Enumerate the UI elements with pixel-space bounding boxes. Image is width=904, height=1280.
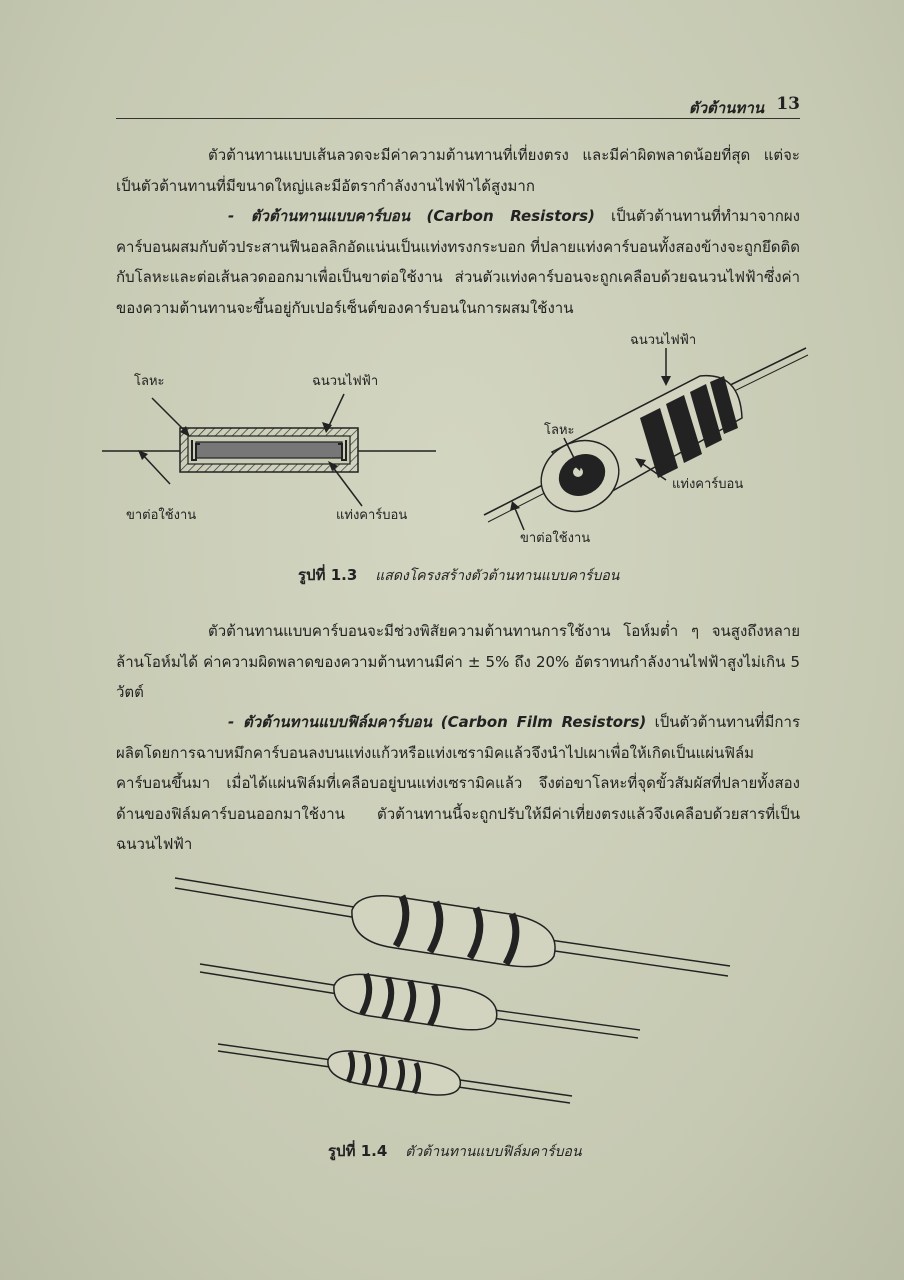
paragraph-carbon-resistors xyxy=(116,201,800,323)
label-insulator-right: ฉนวนไฟฟ้า xyxy=(630,333,697,348)
paragraph-wire-wound xyxy=(116,140,800,201)
paragraph-carbon-film xyxy=(116,707,800,860)
figure-carbon-resistor-structure xyxy=(100,330,820,560)
term-carbon-resistors: - ตัวต้านทานแบบคาร์บอน (Carbon Resistors) xyxy=(228,207,595,225)
header-title: ตัวต้านทาน xyxy=(688,99,764,117)
label-metal-right: โลหะ xyxy=(544,423,575,438)
label-lead-left: ขาต่อใช้งาน xyxy=(126,508,197,523)
caption-number: รูปที่ 1.3 xyxy=(298,566,358,584)
caption-text: แสดงโครงสร้างตัวต้านทานแบบคาร์บอน xyxy=(375,568,620,584)
cutaway-diagram xyxy=(484,348,808,530)
paragraph-text: เป็นตัวต้านทานที่ทำมาจากผงคาร์บอนผสมกับตัวประสานฟีนอลลิกอัดแน่นเป็นแท่งทรงกระบอก ที่ปลายแท่งคาร์บอนทั้งสองข้างจะถูกยึดติดกับโลหะและต่อเส้นลวดออกมาเพื่อเป็นขาต่อใช้งาน ส่วนตัวแท่งคาร์บอนจะถูกเคลือบด้วยฉนวนไฟฟ้าซึ่งค่าของความต้านทานจะขึ้นอยู่กับเปอร์เซ็นต์ของคาร์บอนในการผสมใช้งาน xyxy=(116,207,800,317)
paragraph-text: ตัวต้านทานแบบคาร์บอนจะมีช่วงพิสัยความต้านทานการใช้งาน โอห์มต่ำ ๆ จนสูงถึงหลายล้านโอห์มได้ ค่าความผิดพลาดของความต้านทานมีค่า ± 5% ถึง 20% อัตราทนกำลังงานไฟฟ้าสูงไม่เกิน 5 วัตต์ xyxy=(116,622,800,701)
resistor-small xyxy=(218,1044,572,1103)
label-insulator-left: ฉนวนไฟฟ้า xyxy=(312,374,379,389)
cross-section-diagram xyxy=(102,394,436,506)
caption-number: รูปที่ 1.4 xyxy=(328,1142,388,1160)
figure-carbon-film-resistors xyxy=(170,868,740,1118)
paragraph-carbon-range xyxy=(116,616,800,708)
label-lead-right: ขาต่อใช้งาน xyxy=(520,531,591,546)
paragraph-text: ตัวต้านทานแบบเส้นลวดจะมีค่าความต้านทานที่เที่ยงตรง และมีค่าผิดพลาดน้อยที่สุด แต่จะเป็นตัวต้านทานที่มีขนาดใหญ่และมีอัตรากำลังงานไฟฟ้าได้สูงมาก xyxy=(116,146,800,195)
caption-text: ตัวต้านทานแบบฟิล์มคาร์บอน xyxy=(405,1144,582,1160)
figure-caption-1-4 xyxy=(328,1139,582,1163)
running-header xyxy=(116,96,800,119)
resistor-medium xyxy=(200,964,640,1038)
term-carbon-film-resistors: - ตัวต้านทานแบบฟิล์มคาร์บอน (Carbon Film Resistors) xyxy=(228,713,647,731)
figure-caption-1-3 xyxy=(298,563,619,587)
page-number: 13 xyxy=(776,94,800,114)
label-rod-right: แท่งคาร์บอน xyxy=(672,477,744,492)
label-rod-left: แท่งคาร์บอน xyxy=(336,508,408,523)
paragraph-text: เป็นตัวต้านทานที่มีการผลิตโดยการฉาบหมึกคาร์บอนลงบนแท่งแก้วหรือแท่งเซรามิคแล้วจึงนำไปเผาเพื่อให้เกิดเป็นแผ่นฟิล์มคาร์บอนขึ้นมา เมื่อได้แผ่นฟิล์มที่เคลือบอยู่บนแท่งเซรามิคแล้ว จึงต่อขาโลหะที่จุดขั้วสัมผัสที่ปลายทั้งสองด้านของฟิล์มคาร์บอนออกมาใช้งาน ตัวต้านทานนี้จะถูกปรับให้มีค่าเที่ยงตรงแล้วจึงเคลือบด้วยสารที่เป็นฉนวนไฟฟ้า xyxy=(116,713,800,853)
resistor-large xyxy=(175,878,730,976)
label-metal-left: โลหะ xyxy=(134,374,165,389)
